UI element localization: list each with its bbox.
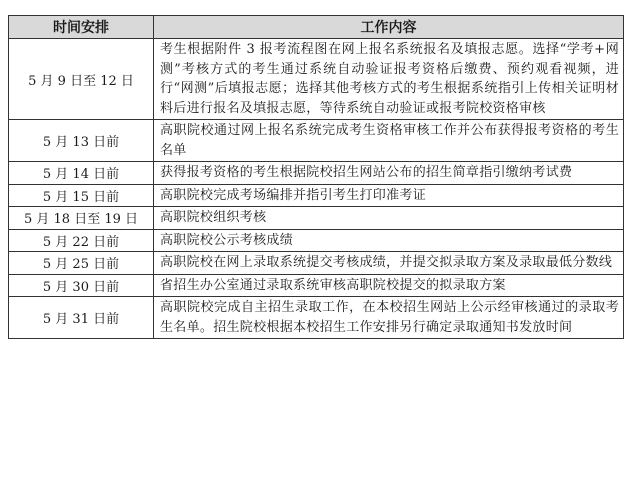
time-cell: 5 月 25 日前 bbox=[9, 252, 154, 275]
content-cell: 高职院校公示考核成绩 bbox=[154, 229, 624, 252]
table-header-row bbox=[9, 16, 624, 39]
content-cell: 高职院校通过网上报名系统完成考生资格审核工作并公布获得报考资格的考生名单 bbox=[154, 120, 624, 162]
schedule-table bbox=[8, 15, 624, 339]
time-cell: 5 月 18 日至 19 日 bbox=[9, 207, 154, 230]
table-row bbox=[9, 297, 624, 339]
table-row bbox=[9, 207, 624, 230]
content-cell: 考生根据附件 3 报考流程图在网上报名系统报名及填报志愿。选择“学考+网测”考核方式的考生通过系统自动验证报考资格后缴费、预约观看视频，进行“网测”后填报志愿；选择其他考核方式的考生根据系统指引上传相关证明材料后进行报名及填报志愿，等待系统自动验证或报考院校资格审核 bbox=[154, 39, 624, 120]
content-cell: 高职院校完成自主招生录取工作，在本校招生网站上公示经审核通过的录取考生名单。招生院校根据本校招生工作安排另行确定录取通知书发放时间 bbox=[154, 297, 624, 339]
time-cell: 5 月 22 日前 bbox=[9, 229, 154, 252]
content-cell: 省招生办公室通过录取系统审核高职院校提交的拟录取方案 bbox=[154, 274, 624, 297]
table-row bbox=[9, 162, 624, 185]
time-cell: 5 月 31 日前 bbox=[9, 297, 154, 339]
time-cell: 5 月 30 日前 bbox=[9, 274, 154, 297]
table-row bbox=[9, 229, 624, 252]
content-cell: 高职院校组织考核 bbox=[154, 207, 624, 230]
content-cell: 高职院校在网上录取系统提交考核成绩，并提交拟录取方案及录取最低分数线 bbox=[154, 252, 624, 275]
header-content: 工作内容 bbox=[154, 16, 624, 39]
table-row bbox=[9, 184, 624, 207]
time-cell: 5 月 9 日至 12 日 bbox=[9, 39, 154, 120]
table-row bbox=[9, 274, 624, 297]
table-row bbox=[9, 252, 624, 275]
content-cell: 高职院校完成考场编排并指引考生打印准考证 bbox=[154, 184, 624, 207]
time-cell: 5 月 15 日前 bbox=[9, 184, 154, 207]
table-row bbox=[9, 39, 624, 120]
header-time: 时间安排 bbox=[9, 16, 154, 39]
table-row bbox=[9, 120, 624, 162]
time-cell: 5 月 14 日前 bbox=[9, 162, 154, 185]
time-cell: 5 月 13 日前 bbox=[9, 120, 154, 162]
content-cell: 获得报考资格的考生根据院校招生网站公布的招生简章指引缴纳考试费 bbox=[154, 162, 624, 185]
